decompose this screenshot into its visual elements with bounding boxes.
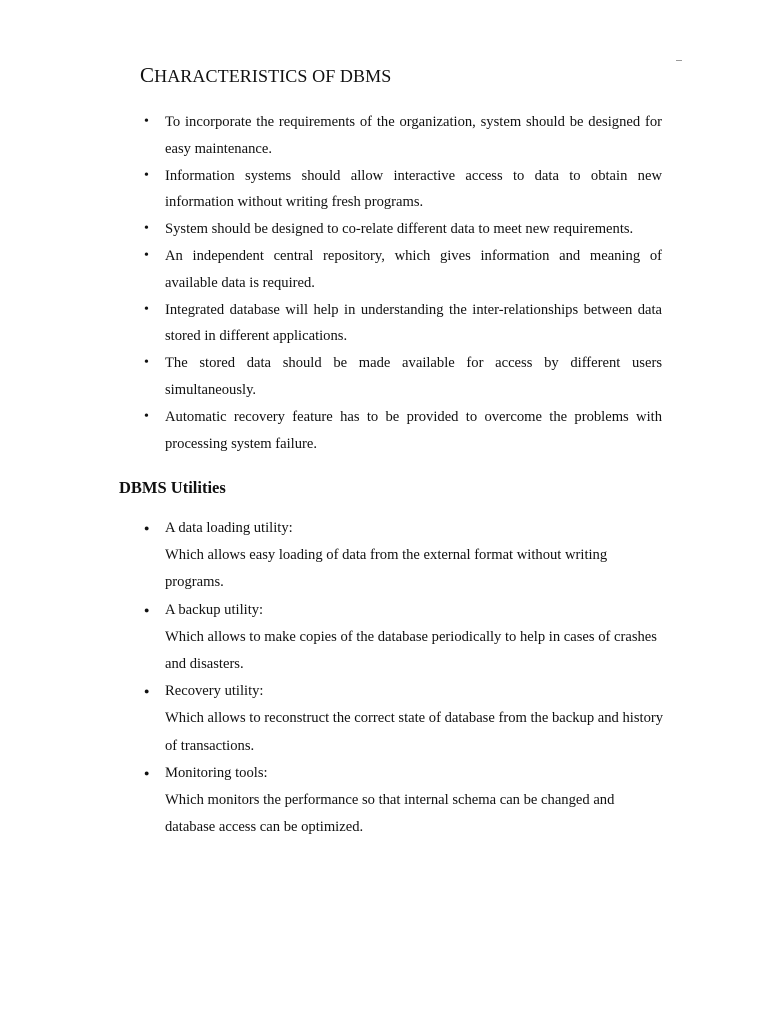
characteristic-item: • An independent central repository, which gives information and meaning of available data is required. <box>165 243 662 297</box>
utility-description: Which allows easy loading of data from the external format without writing programs. <box>165 547 608 591</box>
characteristic-item: • To incorporate the requirements of the organization, system should be designed for easy maintenance. <box>165 109 662 163</box>
characteristics-list <box>165 109 662 457</box>
utility-description: Which allows to reconstruct the correct state of database from the backup and history of transactions. <box>165 710 664 754</box>
characteristic-item: • Integrated database will help in understanding the inter-relationships between data stored in different applications. <box>165 297 662 351</box>
corner-mark <box>676 60 682 61</box>
utility-item <box>165 597 665 679</box>
utility-description: Which allows to make copies of the database periodically to help in cases of crashes and disasters. <box>165 628 657 673</box>
utility-name: ● Recovery utility: <box>165 683 264 700</box>
characteristic-item: • System should be designed to co-relate different data to meet new requirements. <box>165 216 662 243</box>
utility-item <box>165 678 665 760</box>
characteristic-item: • Information systems should allow interactive access to data to obtain new information without writing fresh programs. <box>165 163 662 217</box>
utility-name: ● Monitoring tools: <box>165 764 268 781</box>
characteristic-item: • The stored data should be made available for access by different users simultaneously. <box>165 350 662 404</box>
utility-item <box>165 760 665 842</box>
utilities-heading: DBMS Utilities <box>119 478 226 497</box>
page-title <box>140 63 391 88</box>
utility-name: ● A backup utility: <box>165 601 264 618</box>
characteristic-item: • Automatic recovery feature has to be provided to overcome the problems with processing system failure. <box>165 404 662 458</box>
utility-description: Which monitors the performance so that internal schema can be changed and database access can be optimized. <box>165 792 615 836</box>
utilities-list <box>165 515 665 841</box>
utility-item <box>165 515 665 597</box>
title-initial: C <box>140 63 155 87</box>
utility-name: ● A data loading utility: <box>165 520 293 536</box>
title-rest: HARACTERISTICS OF DBMS <box>154 66 392 86</box>
